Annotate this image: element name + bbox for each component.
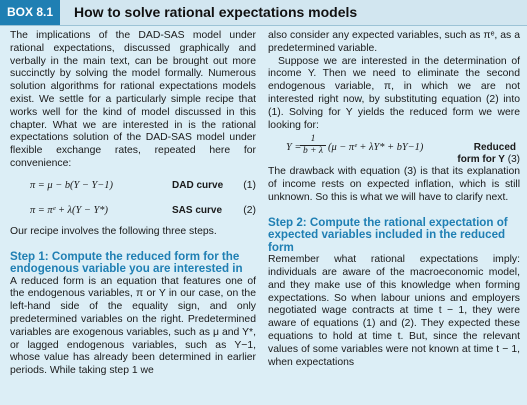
- equation-3-numerator: 1: [300, 134, 326, 146]
- box-title: How to solve rational expectations models: [74, 4, 358, 20]
- equation-3-number: (3): [507, 154, 520, 166]
- equation-3-label: Reduced: [473, 142, 516, 154]
- left-column: [10, 30, 256, 378]
- equation-dad: [10, 180, 256, 195]
- right-paragraph-2: Suppose we are interested in the determination of income Y. Then we need to eliminate the second endogenous variable, π, in which we are not interested right now, by substituting equation (2) into (1). Solving for Y yields the reduced form we were looking for:: [268, 55, 520, 131]
- equation-sas-number: (2): [243, 204, 256, 216]
- step1-heading: Step 1: Compute the reduced form for the endogenous variable you are interested in: [10, 249, 243, 276]
- equation-dad-name: DAD curve: [172, 179, 224, 191]
- equation-dad-expr: π = μ − b(Y − Y−1): [30, 179, 113, 191]
- box-number-badge: BOX 8.1: [0, 0, 60, 25]
- equation-sas-name: SAS curve: [172, 204, 223, 216]
- equation-reduced-form: [268, 134, 520, 164]
- right-paragraph-1: also consider any expected variables, such as πᵉ, as a predetermined variable.: [268, 30, 520, 54]
- right-column: [268, 30, 520, 369]
- step1-paragraph: A reduced form is an equation that features one of the endogenous variables, π or Y in our case, on the left-hand side of the equality sign, and only predetermined variables on the right. Predetermined variables are exogenous variables, such as μ and Y*, or lagged endogenous variables, such as Y−1, whose value has already been determined in earlier periods. While taking step 1 we: [10, 275, 256, 377]
- equation-3-rhs: (μ − πᵉ + λY* + bY−1): [328, 142, 424, 154]
- right-paragraph-3: The drawback with equation (3) is that its explanation of income rests on expected inflation, which is still unknown. So this is what we will have to clarify next.: [268, 166, 520, 203]
- equation-dad-number: (1): [243, 179, 256, 191]
- step2-heading: Step 2: Compute the rational expectation of expected variables included in the reduced form: [268, 215, 508, 254]
- equation-sas-expr: π = πᵉ + λ(Y − Y*): [30, 204, 108, 216]
- equation-sas: [10, 205, 256, 220]
- step2-paragraph: Remember what rational expectations imply: individuals are aware of the macroeconomic model, and they make use of this knowledge when forming expectations. So when labour unions and employers negotiated wage contracts at time t − 1, they were aware of equations (1) and (2). They expected these equations to hold at time t. But, since the relevant values of some variables were not known at time t − 1, when expectations: [268, 254, 520, 368]
- box-header: [0, 0, 527, 26]
- equation-3-lhs: Y =: [286, 142, 302, 154]
- intro-paragraph: The implications of the DAD-SAS model under rational expectations, discussed graphically and verbally in the main text, can be brought out more succinctly by solving the model formally. Numerous solution algorithms for rational expectations models exist. We settle for a particularly simple recipe that works well for the kind of model discussed in this chapter. What we are interested in is the rational expectations solution of the DAD-SAS model under flexible exchange rates, repeated here for convenience:: [10, 30, 256, 169]
- equation-3-label-form: form for Y: [457, 154, 505, 166]
- equation-3-label-line2: [457, 154, 520, 167]
- recipe-sentence: Our recipe involves the following three steps.: [10, 225, 217, 237]
- equation-3-fraction: [300, 134, 326, 157]
- equation-3-denominator: b + λ: [302, 146, 324, 157]
